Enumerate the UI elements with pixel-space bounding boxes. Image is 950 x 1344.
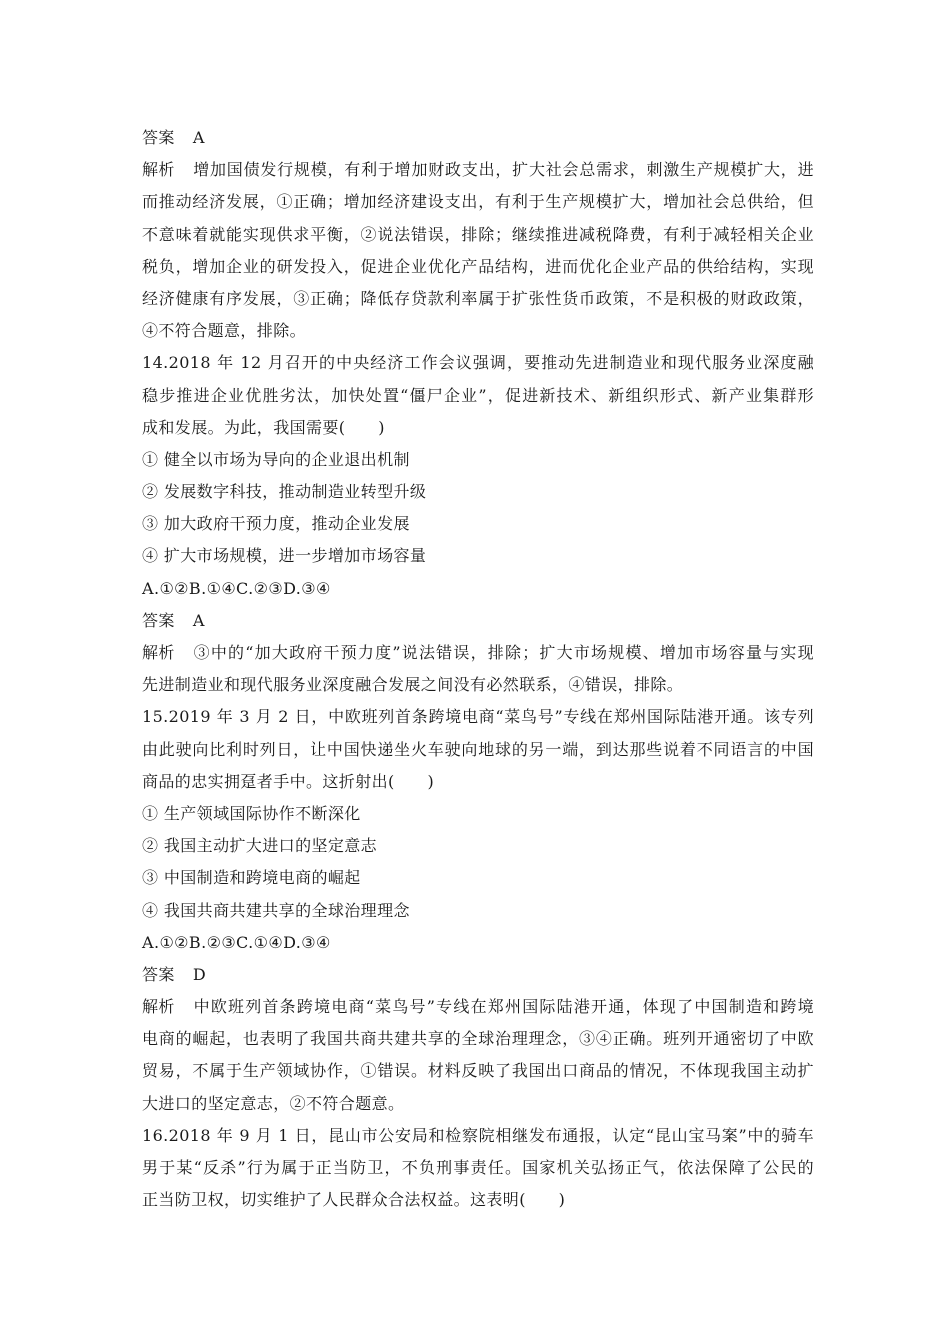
line-text: A.①②B.①④C.②③D.③④: [142, 578, 331, 598]
text-line: [142, 219, 814, 251]
line-text: 稳步推进企业优胜劣汰，加快处置“僵尸企业”，促进新技术、新组织形式、新产业集群形: [142, 385, 814, 405]
line-text: ② 发展数字科技，推动制造业转型升级: [142, 482, 427, 502]
text-line: [142, 862, 814, 894]
line-text: 先进制造业和现代服务业深度融合发展之间没有必然联系，④错误，排除。: [142, 675, 684, 695]
text-line: [142, 186, 814, 218]
line-text: 16.2018 年 9 月 1 日，昆山市公安局和检察院相继发布通报，认定“昆山宝马案”中的骑车: [142, 1125, 814, 1145]
line-text: ④不符合题意，排除。: [142, 321, 307, 341]
text-line: [142, 283, 814, 315]
text-line: [142, 1055, 814, 1087]
line-text: A: [192, 610, 205, 630]
line-text: 由此驶向比利时列日，让中国快递坐火车驶向地球的另一端，到达那些说着不同语言的中国: [142, 739, 814, 759]
answer-line: [142, 605, 814, 637]
line-text: 商品的忠实拥趸者手中。这折射出( ): [142, 771, 435, 791]
text-line: [142, 895, 814, 927]
text-line: [142, 766, 814, 798]
line-text: ① 生产领域国际协作不断深化: [142, 803, 361, 823]
text-line: [142, 251, 814, 283]
answer-label: 答案: [142, 964, 175, 984]
line-text: 14.2018 年 12 月召开的中央经济工作会议强调，要推动先进制造业和现代服务业深度融: [142, 353, 814, 373]
line-text: ④ 扩大市场规模，进一步增加市场容量: [142, 546, 427, 566]
line-text: 大进口的坚定意志，②不符合题意。: [142, 1093, 405, 1113]
text-line: [142, 315, 814, 347]
line-text: ③ 加大政府干预力度，推动企业发展: [142, 514, 410, 534]
answer-label: 答案: [142, 128, 175, 147]
line-text: 税负，增加企业的研发投入，促进企业优化产品结构，进而优化企业产品的供给结构，实现: [142, 256, 814, 276]
line-text: D: [192, 964, 207, 984]
text-line: [142, 1023, 814, 1055]
analysis-label: 解析: [142, 160, 175, 180]
text-line: [142, 444, 814, 476]
analysis-label: 解析: [142, 997, 175, 1017]
text-line: [142, 1152, 814, 1184]
answer-line: [142, 122, 814, 154]
text-line: [142, 412, 814, 444]
text-line: [142, 927, 814, 959]
text-line: [142, 830, 814, 862]
text-line: [142, 573, 814, 605]
analysis-label: 解析: [142, 643, 175, 662]
text-line: [142, 798, 814, 830]
document-body: [142, 122, 814, 1216]
answer-label: 答案: [142, 610, 175, 630]
answer-line: [142, 154, 814, 186]
text-line: [142, 669, 814, 701]
line-text: 增加国债发行规模，有利于增加财政支出，扩大社会总需求，刺激生产规模扩大，进: [192, 160, 814, 180]
line-text: ① 健全以市场为导向的企业退出机制: [142, 449, 410, 469]
line-text: ③中的“加大政府干预力度”说法错误，排除；扩大市场规模、增加市场容量与实现: [192, 643, 814, 662]
line-text: ④ 我国共商共建共享的全球治理理念: [142, 900, 410, 920]
text-line: [142, 1088, 814, 1120]
text-line: [142, 508, 814, 540]
line-text: 男于某“反杀”行为属于正当防卫，不负刑事责任。国家机关弘扬正气，依法保障了公民的: [142, 1158, 814, 1177]
text-line: [142, 380, 814, 412]
line-text: 经济健康有序发展，③正确；降低存贷款利率属于扩张性货币政策，不是积极的财政政策，: [142, 288, 814, 308]
line-text: 而推动经济发展，①正确；增加经济建设支出，有利于生产规模扩大，增加社会总供给，但: [142, 192, 814, 212]
text-line: [142, 701, 814, 733]
text-line: [142, 1184, 814, 1216]
line-text: ③ 中国制造和跨境电商的崛起: [142, 868, 361, 888]
text-line: [142, 476, 814, 508]
text-line: [142, 540, 814, 572]
line-text: ② 我国主动扩大进口的坚定意志: [142, 836, 378, 856]
text-line: [142, 734, 814, 766]
line-text: A.①②B.②③C.①④D.③④: [142, 932, 331, 952]
line-text: 中欧班列首条跨境电商“菜鸟号”专线在郑州国际陆港开通，体现了中国制造和跨境: [192, 997, 814, 1017]
text-line: [142, 1120, 814, 1152]
answer-line: [142, 959, 814, 991]
line-text: 成和发展。为此，我国需要( ): [142, 417, 385, 437]
answer-line: [142, 637, 814, 669]
text-line: [142, 347, 814, 379]
line-text: 贸易，不属于生产领域协作，①错误。材料反映了我国出口商品的情况，不体现我国主动扩: [142, 1061, 814, 1081]
line-text: A: [192, 128, 205, 147]
line-text: 不意味着就能实现供求平衡，②说法错误，排除；继续推进减税降费，有利于减轻相关企业: [142, 224, 814, 244]
answer-line: [142, 991, 814, 1023]
line-text: 15.2019 年 3 月 2 日，中欧班列首条跨境电商“菜鸟号”专线在郑州国际陆港开通。该专列: [142, 707, 814, 727]
line-text: 电商的崛起，也表明了我国共商共建共享的全球治理理念，③④正确。班列开通密切了中欧: [142, 1029, 814, 1049]
line-text: 正当防卫权，切实维护了人民群众合法权益。这表明( ): [142, 1190, 566, 1210]
